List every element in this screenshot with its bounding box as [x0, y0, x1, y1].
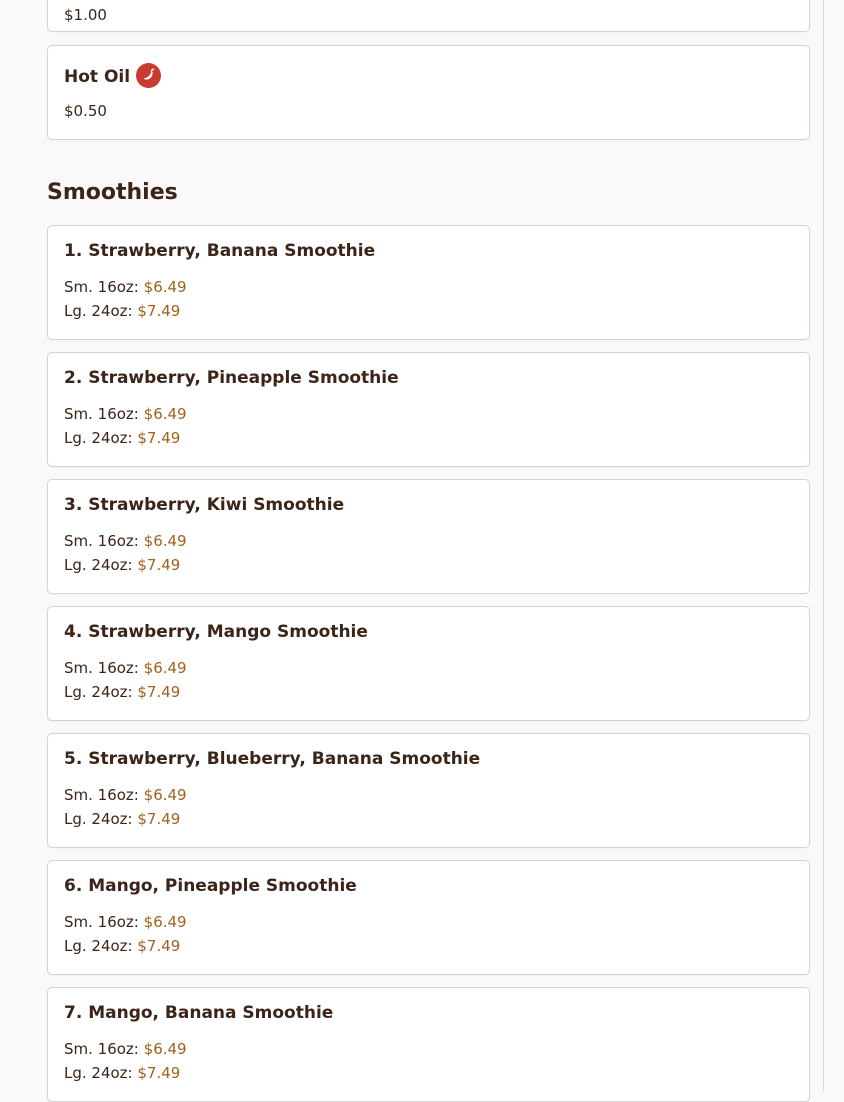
menu-item-card[interactable] — [47, 352, 810, 467]
size-price: $7.49 — [137, 810, 181, 828]
menu-item-card[interactable] — [47, 733, 810, 848]
size-label: Lg. 24oz: — [64, 1064, 133, 1082]
item-name: 7. Mango, Banana Smoothie — [64, 1003, 334, 1023]
size-price: $6.49 — [143, 278, 187, 296]
large-size-price-line — [64, 937, 180, 955]
small-size-price-line — [64, 659, 187, 677]
item-name: 5. Strawberry, Blueberry, Banana Smoothie — [64, 749, 481, 769]
section-title-smoothies: Smoothies — [47, 180, 178, 205]
size-label: Lg. 24oz: — [64, 429, 133, 447]
size-price: $7.49 — [137, 683, 181, 701]
menu-item-card[interactable] — [47, 479, 810, 594]
large-size-price-line — [64, 683, 180, 701]
item-name: 6. Mango, Pineapple Smoothie — [64, 876, 357, 896]
item-name: 4. Strawberry, Mango Smoothie — [64, 622, 368, 642]
size-label: Lg. 24oz: — [64, 556, 133, 574]
item-name: 1. Strawberry, Banana Smoothie — [64, 241, 376, 261]
large-size-price-line — [64, 302, 180, 320]
size-price: $7.49 — [137, 302, 181, 320]
size-price: $7.49 — [137, 1064, 181, 1082]
large-size-price-line — [64, 1064, 180, 1082]
menu-item-card[interactable] — [47, 0, 810, 32]
item-price: $0.50 — [64, 102, 107, 120]
size-price: $6.49 — [143, 405, 187, 423]
chili-pepper-icon — [136, 63, 161, 88]
size-label: Lg. 24oz: — [64, 810, 133, 828]
size-label: Sm. 16oz: — [64, 786, 139, 804]
menu-item-card[interactable] — [47, 860, 810, 975]
size-label: Lg. 24oz: — [64, 302, 133, 320]
large-size-price-line — [64, 810, 180, 828]
size-label: Lg. 24oz: — [64, 683, 133, 701]
menu-item-card-hot-oil[interactable] — [47, 45, 810, 140]
small-size-price-line — [64, 532, 187, 550]
size-price: $6.49 — [143, 1040, 187, 1058]
small-size-price-line — [64, 278, 187, 296]
size-label: Sm. 16oz: — [64, 532, 139, 550]
item-name-text: Hot Oil — [64, 67, 131, 87]
item-name: 3. Strawberry, Kiwi Smoothie — [64, 495, 345, 515]
size-price: $7.49 — [137, 429, 181, 447]
size-price: $7.49 — [137, 937, 181, 955]
small-size-price-line — [64, 405, 187, 423]
small-size-price-line — [64, 786, 187, 804]
large-size-price-line — [64, 556, 180, 574]
size-label: Sm. 16oz: — [64, 913, 139, 931]
item-name — [64, 63, 161, 88]
menu-item-card[interactable] — [47, 225, 810, 340]
size-price: $6.49 — [143, 659, 187, 677]
size-label: Sm. 16oz: — [64, 659, 139, 677]
small-size-price-line — [64, 913, 187, 931]
small-size-price-line — [64, 1040, 187, 1058]
size-label: Sm. 16oz: — [64, 1040, 139, 1058]
size-label: Sm. 16oz: — [64, 405, 139, 423]
size-price: $6.49 — [143, 532, 187, 550]
item-price: $1.00 — [64, 6, 107, 24]
large-size-price-line — [64, 429, 180, 447]
item-name: 2. Strawberry, Pineapple Smoothie — [64, 368, 399, 388]
menu-item-card[interactable] — [47, 606, 810, 721]
size-price: $6.49 — [143, 913, 187, 931]
size-label: Lg. 24oz: — [64, 937, 133, 955]
size-price: $6.49 — [143, 786, 187, 804]
menu-item-card[interactable] — [47, 987, 810, 1102]
size-label: Sm. 16oz: — [64, 278, 139, 296]
size-price: $7.49 — [137, 556, 181, 574]
